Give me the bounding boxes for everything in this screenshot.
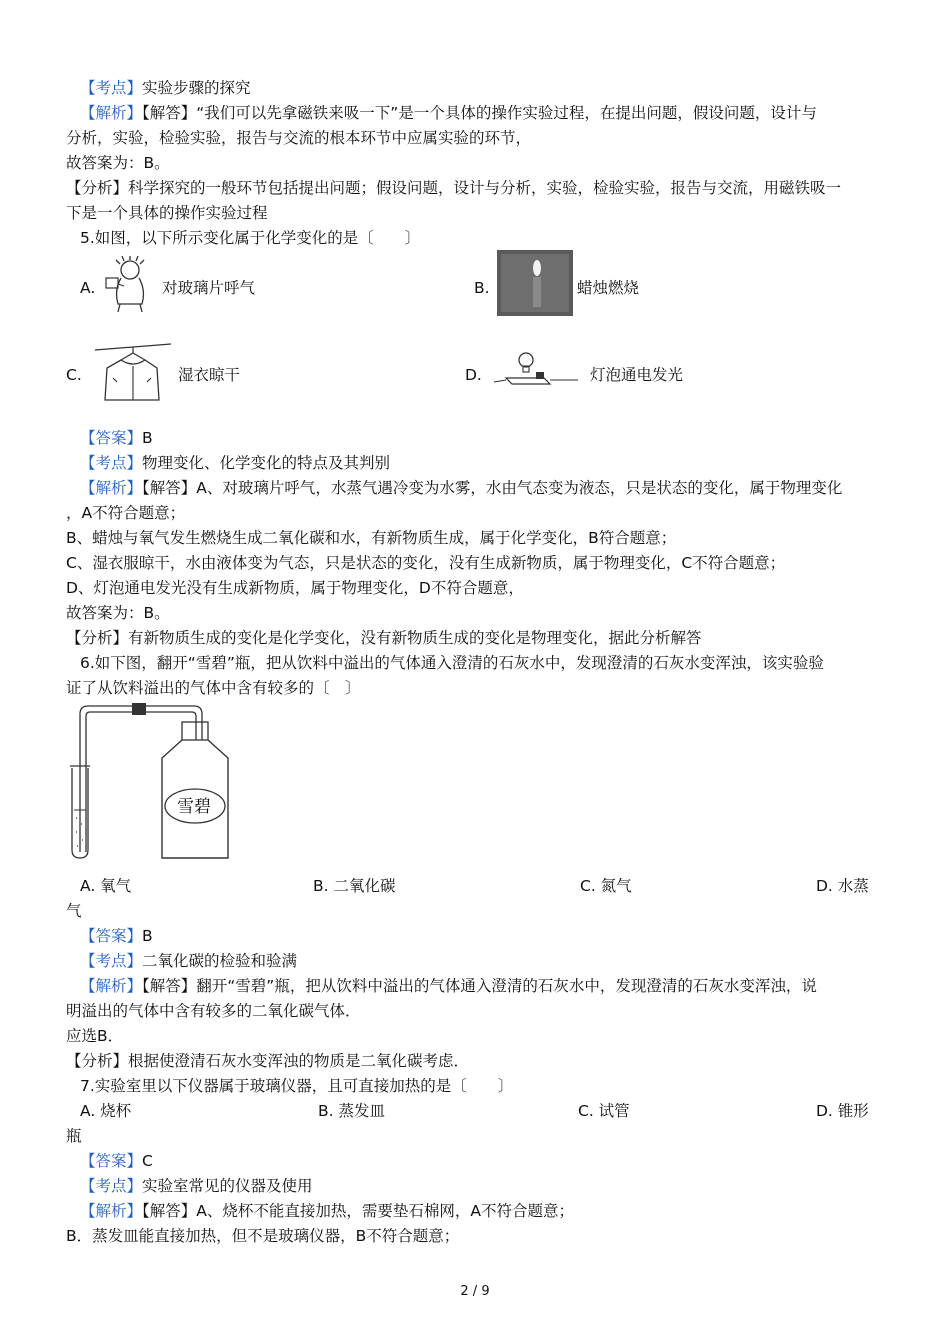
- jiexi-tag: 【解析】: [80, 977, 143, 995]
- q5-jiexi-text-3: B、蜡烛与氧气发生燃烧生成二氧化碳和水，有新物质生成，属于化学变化，B符合题意；: [66, 529, 677, 547]
- q7-answer: C: [142, 1152, 153, 1170]
- q5-jiexi-text-4: C、湿衣服晾干，水由液体变为气态，只是状态的变化，没有生成新物质，属于物理变化，C不符合题意；: [66, 554, 786, 572]
- q7-option-c: C. 试管: [578, 1102, 630, 1120]
- q5-jiexi-text-2: ，A不符合题意；: [66, 504, 186, 522]
- fenxi-text-cont: 下是一个具体的操作实验过程: [66, 204, 268, 222]
- kaodian-tag: 【考点】: [80, 79, 143, 97]
- kaodian-line-1: [80, 78, 251, 98]
- daan-tag: 【答案】: [80, 429, 143, 447]
- q6-fenxi: 【分析】根据使澄清石灰水变浑浊的物质是二氧化碳考虑．: [66, 1052, 470, 1070]
- sprite-limewater-apparatus: [66, 700, 246, 864]
- q7-jiexi-text-2: B．蒸发皿能直接加热，但不是玻璃仪器，B不符合题意；: [66, 1227, 460, 1245]
- q5-answer-line: [80, 428, 153, 448]
- q7-jiexi-text: 【解答】A、烧杯不能直接加热，需要垫石棉网，A不符合题意；: [142, 1202, 574, 1220]
- q7-kaodian: 实验室常见的仪器及使用: [142, 1177, 313, 1195]
- jiexi-tag: 【解析】: [80, 104, 143, 122]
- q7-jiexi-line: [80, 1201, 574, 1221]
- q5-option-a-label: A.: [80, 279, 96, 297]
- jiexi-tag: 【解析】: [80, 479, 143, 497]
- answer-line: 故答案为：B。: [66, 154, 170, 172]
- q5-option-a-text: 对玻璃片呼气: [162, 279, 256, 297]
- q6-option-a: A. 氧气: [80, 877, 132, 895]
- q5-option-c-label: C.: [66, 366, 82, 384]
- q6-answer: B: [142, 927, 153, 945]
- q6-option-b: B. 二氧化碳: [313, 877, 396, 895]
- q5-fenxi: 【分析】有新物质生成的变化是化学变化，没有新物质生成的变化是物理变化，据此分析解答: [66, 629, 702, 647]
- q7-option-d: D. 锥形: [816, 1102, 869, 1120]
- jiexi-text-cont: 分析，实验，检验实验，报告与交流的根本环节中应属实验的环节，: [66, 129, 532, 147]
- question-6-stem-cont: 证了从饮料溢出的气体中含有较多的〔 〕: [66, 679, 361, 697]
- kaodian-tag: 【考点】: [80, 454, 143, 472]
- q5-option-d-text: 灯泡通电发光: [590, 366, 684, 384]
- jiexi-text: 【解答】“我们可以先拿磁铁来吸一下”是一个具体的操作实验过程，在提出问题，假设问题，设计与: [142, 104, 817, 122]
- q6-jiexi-text-2: 明溢出的气体中含有较多的二氧化碳气体．: [66, 1002, 361, 1020]
- q7-option-a: A. 烧杯: [80, 1102, 132, 1120]
- drying-clothes-icon: [93, 338, 173, 404]
- kaodian-tag: 【考点】: [80, 1177, 143, 1195]
- sprite-bottle-label: 雪碧: [177, 797, 211, 817]
- q6-option-d-wrap: 气: [66, 902, 82, 920]
- jiexi-line-1: [80, 103, 817, 123]
- question-6-stem: 6.如下图，翻开“雪碧”瓶，把从饮料中溢出的气体通入澄清的石灰水中，发现澄清的石灰水变浑浊，该实验验: [80, 654, 824, 672]
- light-bulb-circuit-icon: [492, 348, 580, 392]
- q5-jiexi-text-5: D、灯泡通电发光没有生成新物质，属于物理变化，D不符合题意，: [66, 579, 524, 597]
- q7-option-d-wrap: 瓶: [66, 1127, 82, 1145]
- daan-tag: 【答案】: [80, 1152, 143, 1170]
- q5-option-b-label: B.: [474, 279, 490, 297]
- q5-jiexi-text: 【解答】A、对玻璃片呼气，水蒸气遇冷变为水雾，水由气态变为液态，只是状态的变化，属于物理变化: [142, 479, 843, 497]
- question-7-stem: 7.实验室里以下仪器属于玻璃仪器，且可直接加热的是〔 〕: [80, 1077, 514, 1095]
- q6-kaodian: 二氧化碳的检验和验满: [142, 952, 298, 970]
- daan-tag: 【答案】: [80, 927, 143, 945]
- q5-kaodian: 物理变化、化学变化的特点及其判别: [142, 454, 391, 472]
- jiexi-tag: 【解析】: [80, 1202, 143, 1220]
- q5-kaodian-line: [80, 453, 390, 473]
- q6-kaodian-line: [80, 951, 297, 971]
- girl-breathing-icon: [104, 256, 156, 314]
- fenxi-text: 【分析】科学探究的一般环节包括提出问题；假设问题，设计与分析，实验，检验实验，报告与交流，用磁铁吸一: [66, 179, 842, 197]
- q5-answer: B: [142, 429, 153, 447]
- q6-jiexi-line: [80, 976, 817, 996]
- kaodian-tag: 【考点】: [80, 952, 143, 970]
- q5-option-c-text: 湿衣晾干: [178, 366, 241, 384]
- kaodian-text: 实验步骤的探究: [142, 79, 251, 97]
- q5-option-d-label: D.: [465, 366, 482, 384]
- q7-kaodian-line: [80, 1176, 313, 1196]
- q6-answer-conclusion: 应选B．: [66, 1027, 124, 1045]
- q6-option-d: D. 水蒸: [816, 877, 869, 895]
- burning-candle-icon: [497, 250, 573, 316]
- q6-option-c: C. 氮气: [580, 877, 632, 895]
- q5-jiexi-line: [80, 478, 842, 498]
- q5-answer-conclusion: 故答案为：B。: [66, 604, 170, 622]
- q5-option-b-text: 蜡烛燃烧: [577, 279, 640, 297]
- q6-answer-line: [80, 926, 153, 946]
- q6-jiexi-text: 【解答】翻开“雪碧”瓶，把从饮料中溢出的气体通入澄清的石灰水中，发现澄清的石灰水变浑浊，说: [142, 977, 817, 995]
- page-number: 2 / 9: [460, 1284, 490, 1299]
- q7-answer-line: [80, 1151, 153, 1171]
- q7-option-b: B. 蒸发皿: [318, 1102, 385, 1120]
- question-5-stem: 5.如图，以下所示变化属于化学变化的是〔 〕: [80, 229, 421, 247]
